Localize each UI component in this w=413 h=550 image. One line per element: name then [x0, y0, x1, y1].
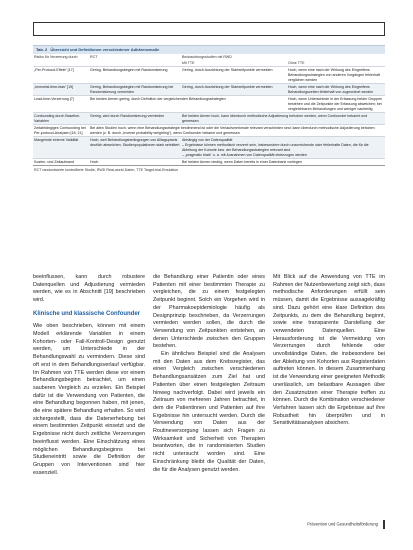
text-column-1 [33, 274, 145, 477]
table-row [33, 67, 385, 84]
table-row [33, 137, 385, 159]
body-paragraph: Mit Blick auf die Anwendung von TTE im Rahmen der Nutzenbewertung zeigt sich, dass methodische Anforderungen erfüllt sein müssen, damit die Ergebnisse aussagekräftig sind. Dazu gehört eine klare Definition des Zeitpunkts, zu dem die Behandlung beginnt, sowie eine transparente Darstellung der verwendeten Datenquellen. Eine Herausforderung ist die Vermeidung von Verzerrungen durch fehlende oder unvollständige Daten, die insbesondere bei der Ableitung von Kohorten aus Registerdaten auftreten können. In diesem Zusammenhang ist die Verwendung einer geeigneten Methodik unerlässlich, um belastbare Aussagen über den Zusatznutzen einer Therapie treffen zu können. Durch die Kombination verschiedener Verfahren lassen sich die Ergebnisse auf ihre Robustheit hin überprüfen und in Sensitivitätsanalysen absichern. [273, 274, 385, 427]
table-row [33, 113, 385, 125]
row-label: Mangelnde externe Validität [33, 137, 89, 159]
table-title-bar [33, 45, 385, 54]
row-cell: Bei beiden Armen gering, durch Definition der vergleichenden Behandlungsstrategien [89, 96, 287, 113]
running-header-box [33, 22, 385, 36]
subheader-no-tte: Ohne TTE [288, 60, 305, 65]
row-cell: Gering, durch Ausrichtung der Startzeitpunkte vermeiden [181, 84, 287, 96]
table-row [33, 125, 385, 137]
table-title: Übersicht und Definitionen verschiedener Adhärenzmaße [50, 47, 160, 52]
section-heading: Klinische und klassische Confounder [33, 310, 141, 317]
journal-name: Prävention und Gesundheitsförderung [307, 521, 378, 527]
row-cell: Abhängig von der Datenqualität – Ergebnisse können methodisch verzerrt sein, insbesondere durch unzureichende oder fehlerhafte Daten, die für die Ableitung der Kohorte bzw. der Behandlungsstrategien relevant sind – „pragmatic trials“ u. a. mit Ausnahmen von Datenqualität einbezogen werden [181, 137, 385, 159]
row-cell: Bei allen Studien hoch, wenn eine Behandlungsstrategie bestimmend ist oder die Verlaufsmerkmale relevant verschieden sind; kann überdurch methodische Adjustierung behoben werden (z. B. durch „Inverse probability weighting“), wenn Confounder bekannt und gemessen [89, 125, 385, 137]
subheader-tte: Mit TTE [182, 60, 195, 65]
body-paragraph: die Behandlung einer Patientin oder eines Patienten mit einer bestimmten Therapie zu vergleichen, die zu einem festgelegten Zeitpunkt beginnt. Solch ein Vorgehen wird in der Pharmakoepidemiologie häufig als Designprinzip beschrieben, da Verzerrungen vermieden werden sollen, die durch die Verwendung von Zeitpunkten entstehen, an denen Unterschiede zwischen den Gruppen bestehen. [153, 274, 265, 350]
body-paragraph: Ein ähnliches Beispiel sind die Analysen mit den Daten aus dem Krebsregister, das einen Vergleich zwischen verschiedenen Behandlungsansätzen zum Ziel hat und Patienten über einen festgelegten Zeitraum hinweg nachverfolgt. Dabei wird jeweils ein Zeitraum von mehreren Jahren betrachtet, in dem die Patientinnen und Patienten auf ihre Ergebnisse hin untersucht werden. Durch die Verwendung von Daten aus der Routineversorgung lassen sich Fragen zu Wirksamkeit und Sicherheit von Therapien beantworten, die in randomisierten Studien nicht untersucht worden sind. Eine Einschränkung bleibt die Qualität der Daten, die für die Analysen genutzt werden. [153, 351, 265, 473]
table-footnote: RCT randomisierte kontrollierte Studie, RWD Real-world-Daten, TTE Target-trial-Emulation [33, 165, 385, 175]
row-label: „Immortal-time-bias“ [19] [33, 84, 89, 96]
row-label: Confounding durch Baseline-Variablen [33, 113, 89, 125]
row-cell: Hoch, wenn Unterschiede in der Erfassung beider Gruppen bestehen und die Zeitpunkte der Erfassung abweichen; bei vergleichbaren Behandlungen und weniger nachteilig [287, 96, 385, 113]
intro-paragraph: beeinflussen, kann durch robustere Datenquellen und Adjustierung vermieden werden, wie es in Abschnitt [19] beschrieben wird. [33, 274, 145, 304]
table-row [33, 84, 385, 96]
row-cell: Hoch, wenn eine nach der Wirkung des Eingreifens Behandlungsstrategien von anderen Vorgängen fehlerhaft verglichen werden [287, 67, 385, 84]
row-cell: Hoch, wenn eine nach der Wirkung des Eingreifens Behandlungszeiten fehlerhaft von zugeordnet werden [287, 84, 385, 96]
row-cell: Hoch [89, 159, 181, 166]
adherence-table [33, 45, 385, 175]
page-footer [307, 520, 385, 529]
text-column-3 [273, 274, 385, 428]
table-grid [33, 54, 385, 165]
table-label: Tab. 2 [36, 47, 48, 52]
header-col3: Beobachtungsstudien mit RWD [182, 54, 232, 59]
row-cell: Gering, Behandlungsbeginn mit Randomisierung [89, 67, 181, 84]
header-col1: Risiko für Verzerrung durch [34, 54, 78, 59]
row-label: Kosten- und Zeitaufwand [33, 159, 89, 166]
row-cell: Bei beiden Armen niedrig, wenn Daten bereits in einer Datenbank vorliegen [181, 159, 385, 166]
row-cell: Bei beiden Armen hoch, kann überdurch methodische Adjustierung behoben werden, wenn Confounder bekannt und gemessen [181, 113, 385, 125]
row-cell: Gering, wird durch Randomisierung vermieden [89, 113, 181, 125]
table-row [33, 96, 385, 113]
row-label: Zeitabhängiges Confounding bei Per-protocol-Analysen [18, 21] [33, 125, 89, 137]
row-label: „Per-Protocol-Effekt“ [17] [33, 67, 89, 84]
row-label: Lead-time-Verzerrung [7] [33, 96, 89, 113]
row-cell: Gering, Behandlungsbeginn mit Randomisierung bei Randomisierung vermeiden [89, 84, 181, 96]
text-column-2 [153, 274, 265, 474]
body-paragraph: Wie oben beschrieben, können mit einem Modell erklärende Variablen in einem Kohorten- oder Fall-Kontroll-Design genutzt werden, um Unterschiede in der Behandlungswahl zu vermindern. Diese sind oft erst in dem Behandlungsverlauf verfügbar. Im Rahmen von TTE werden diese vor einem Behandlungsbeginn betrachtet, um einen sauberen Vergleich zu erzielen. Ein Beispiel dafür ist die Verwendung von Patienten, die eine Behandlung begonnen haben, mit jenen, die eine spätere Behandlung erhalten. So wird sichergestellt, dass die Datenerhebung bei einem bestimmten Zeitpunkt einsetzt und die Ergebnisse nicht durch zeitliche Verzerrungen beeinflusst werden. Eine Einschätzung eines möglichen Behandlungsbeginns bei Studieneintritt sowie die Definition der Gruppen von Interventionen sind hier essenziell. [33, 323, 145, 476]
row-cell: Gering, durch Ausrichtung der Startzeitpunkte vermeiden [181, 67, 287, 84]
header-col2: RCT [90, 54, 98, 59]
row-cell: Hoch, weil Behandlungsbedingungen von Alltagspraxis deutlich abweichen, Studienpopulationen stark selektiert [89, 137, 181, 159]
footer-bar [383, 520, 385, 529]
